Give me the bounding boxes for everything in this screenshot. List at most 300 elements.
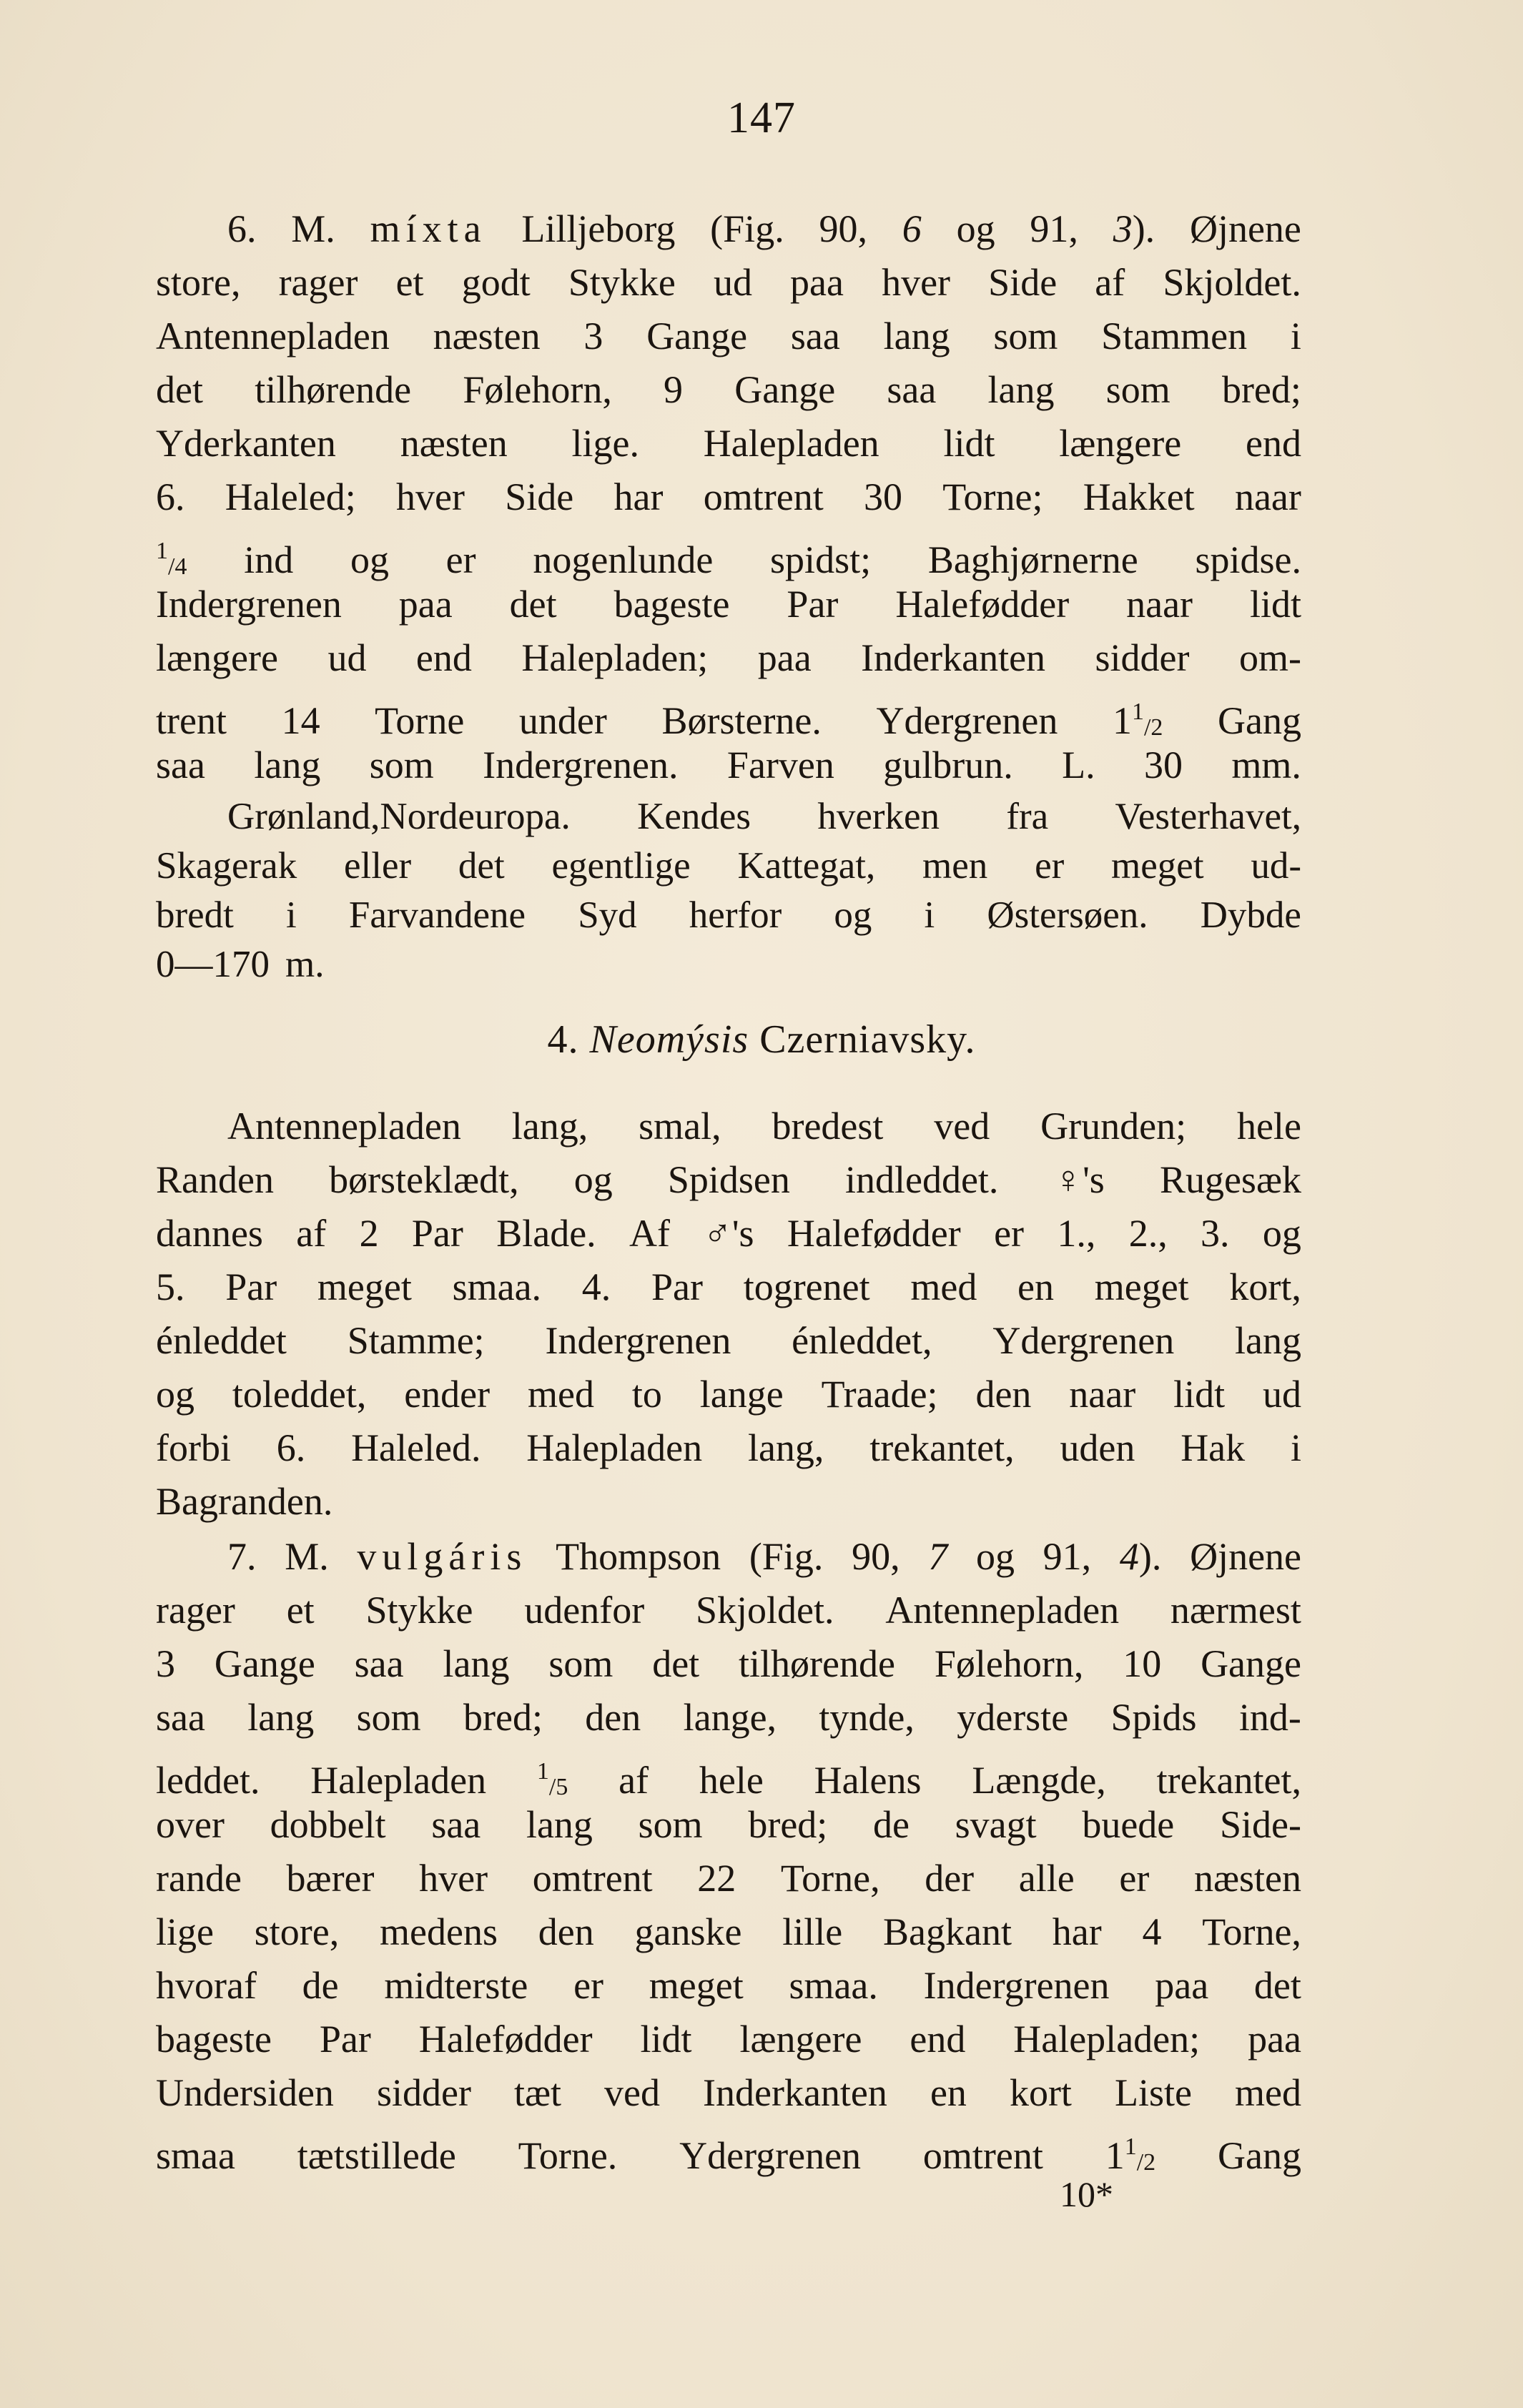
- word: saa: [887, 368, 937, 411]
- word: Vesterhavet,: [1115, 796, 1301, 837]
- word: Torne.: [518, 2134, 618, 2177]
- word: naar: [1126, 583, 1193, 626]
- text-line: [156, 631, 1301, 685]
- word: paa: [1155, 1964, 1209, 2007]
- word: meget: [317, 1265, 412, 1308]
- word: smal,: [639, 1105, 721, 1148]
- word: Hak: [1181, 1426, 1246, 1469]
- word: Halepladen;: [1013, 2018, 1201, 2061]
- word: 9: [664, 368, 684, 411]
- word: kort,: [1229, 1265, 1301, 1308]
- text-line: [156, 2066, 1301, 2120]
- word: smaa.: [789, 1964, 878, 2007]
- word: Indergrenen: [545, 1319, 731, 1362]
- word: under: [518, 699, 607, 742]
- word: (Fig.: [710, 207, 784, 250]
- text-line: [156, 417, 1301, 470]
- word: der: [925, 1857, 975, 1900]
- word: 14: [281, 699, 320, 742]
- word: om-: [1238, 636, 1301, 679]
- word: 6: [902, 207, 922, 250]
- section-author: Czerniavsky.: [759, 1017, 976, 1062]
- word: 5.: [156, 1265, 185, 1308]
- word: hver: [419, 1857, 488, 1900]
- word: Grønland,Nordeuropa.: [227, 796, 571, 837]
- word: 3: [156, 1642, 175, 1685]
- word: saa: [156, 1696, 205, 1739]
- word: Gange: [646, 315, 748, 357]
- word: som: [369, 744, 434, 786]
- word: Gange: [214, 1642, 315, 1685]
- word: Stamme;: [347, 1319, 485, 1362]
- word: hverken: [817, 796, 940, 837]
- text-line: [156, 1852, 1301, 1905]
- word: indleddet.: [844, 1158, 999, 1201]
- word: smaa: [156, 2134, 235, 2177]
- word: Side: [505, 475, 574, 518]
- word: Side: [988, 261, 1058, 304]
- word: Indergrenen: [923, 1964, 1110, 2007]
- word: som: [1105, 368, 1170, 411]
- word: Farven: [726, 744, 834, 786]
- text-line: [156, 1745, 1301, 1802]
- word: svagt: [955, 1803, 1037, 1846]
- word: Ydergrenen: [876, 699, 1058, 742]
- word: af: [296, 1212, 327, 1255]
- word: Inderkanten: [703, 2071, 887, 2114]
- word: Skagerak: [156, 845, 297, 887]
- word: 1.,: [1057, 1212, 1096, 1255]
- word: Torne: [375, 699, 465, 742]
- word: lidt: [1173, 1373, 1226, 1416]
- word: Øjnene: [1189, 207, 1301, 250]
- word: Bagkant: [883, 1910, 1012, 1953]
- word: lidt: [943, 422, 995, 465]
- text-line: [156, 1691, 1301, 1745]
- word: Øjnene: [1190, 1535, 1301, 1578]
- word: det: [156, 368, 203, 411]
- word: lang: [247, 1696, 315, 1739]
- word: paa: [757, 636, 812, 679]
- word: 22: [697, 1857, 736, 1900]
- word: M.: [285, 1535, 329, 1578]
- word: Østersøen.: [987, 894, 1148, 936]
- word: vulgáris: [357, 1535, 528, 1578]
- word: bredt: [156, 894, 234, 936]
- word: som: [993, 315, 1058, 357]
- word: lidt: [640, 2018, 692, 2061]
- word: Indergrenen.: [483, 744, 679, 786]
- text-line: [156, 842, 1301, 891]
- word: Kendes: [637, 796, 751, 837]
- word: Spidsen: [667, 1158, 790, 1201]
- word: med: [1234, 2071, 1301, 2114]
- word: næsten: [400, 422, 508, 465]
- word: Gange: [734, 368, 836, 411]
- paragraph-distribution: [156, 792, 1301, 990]
- word: længere: [739, 2018, 862, 2061]
- word: Undersiden: [156, 2071, 334, 2114]
- text-line: [156, 2120, 1301, 2177]
- word: lang: [883, 315, 950, 357]
- word: Thompson: [556, 1535, 721, 1578]
- word: eller: [343, 845, 412, 887]
- word: Ydergrenen: [992, 1319, 1175, 1362]
- word: et: [286, 1589, 315, 1632]
- word: L.: [1062, 744, 1095, 786]
- word: de: [302, 1964, 339, 2007]
- word: kort: [1009, 2071, 1072, 2114]
- word: Stykke: [568, 261, 676, 304]
- word: buede: [1082, 1803, 1175, 1846]
- word: udenfor: [524, 1589, 645, 1632]
- word: Halepladen;: [521, 636, 709, 679]
- word: nærmest: [1170, 1589, 1301, 1632]
- word: Antennepladen: [156, 315, 390, 357]
- word: og: [975, 1535, 1015, 1578]
- word: med: [528, 1373, 594, 1416]
- word: bageste: [613, 583, 730, 626]
- word: Par: [651, 1265, 703, 1308]
- word: som: [356, 1696, 421, 1739]
- word: trekantet,: [869, 1426, 1015, 1469]
- word: lang: [987, 368, 1055, 411]
- text-line: [156, 1207, 1301, 1260]
- word: Torne,: [1202, 1910, 1301, 1953]
- word: spidst;: [770, 538, 872, 581]
- word: 6.: [156, 475, 185, 518]
- word: bred;: [748, 1803, 828, 1846]
- word: smaa.: [452, 1265, 542, 1308]
- text-line: [156, 310, 1301, 363]
- word: et: [395, 261, 424, 304]
- word: paa: [790, 261, 844, 304]
- word: ved: [934, 1105, 990, 1148]
- word: Hakket: [1083, 475, 1195, 518]
- text-line: [156, 2013, 1301, 2066]
- text-line: [156, 1100, 1301, 1153]
- text-line: [156, 1368, 1301, 1421]
- word: af: [618, 1759, 649, 1802]
- word: Liste: [1114, 2071, 1192, 2114]
- word: omtrent: [532, 1857, 653, 1900]
- word: medens: [380, 1910, 498, 1953]
- paragraph-neomysis: [156, 1100, 1301, 1529]
- text-line: [156, 1153, 1301, 1207]
- word: ind: [244, 538, 294, 581]
- word: Indergrenen: [156, 583, 342, 626]
- word: énleddet: [156, 1319, 287, 1362]
- word: Skjoldet.: [1163, 261, 1301, 304]
- word: M.: [291, 207, 335, 250]
- word: som: [548, 1642, 613, 1685]
- word: Traade;: [821, 1373, 938, 1416]
- page-number: 147: [727, 94, 796, 142]
- word: Torne;: [942, 475, 1043, 518]
- word: 6.: [276, 1426, 306, 1469]
- text-line: [156, 891, 1301, 940]
- text-line: [156, 1260, 1301, 1314]
- word: Længde,: [972, 1759, 1106, 1802]
- word: midterste: [384, 1964, 528, 2007]
- word: ved: [604, 2071, 660, 2114]
- word: og: [573, 1158, 613, 1201]
- word: Dybde: [1200, 894, 1301, 936]
- word: lige.: [571, 422, 639, 465]
- word: lige: [156, 1910, 214, 1953]
- word: længere: [1059, 422, 1182, 465]
- word: trekantet,: [1156, 1759, 1301, 1802]
- word: 7: [928, 1535, 948, 1578]
- word: Par: [411, 1212, 463, 1255]
- word: paa: [1248, 2018, 1301, 2061]
- word: har: [613, 475, 664, 518]
- word: tæt: [513, 2071, 561, 2114]
- word: hvoraf: [156, 1964, 257, 2007]
- word: saa: [156, 744, 205, 786]
- word: 3.: [1201, 1212, 1230, 1255]
- word: uden: [1060, 1426, 1135, 1469]
- word: yderste: [957, 1696, 1069, 1739]
- word: bred;: [1221, 368, 1301, 411]
- word: m.: [285, 944, 325, 985]
- word: herfor: [689, 894, 782, 936]
- word: godt: [461, 261, 531, 304]
- text-line: [156, 1421, 1301, 1475]
- word: hver: [395, 475, 465, 518]
- word: med: [910, 1265, 977, 1308]
- word: Blade.: [496, 1212, 596, 1255]
- word: saa: [790, 315, 840, 357]
- word: Torne,: [780, 1857, 880, 1900]
- word: toleddet,: [232, 1373, 367, 1416]
- word: omtrent: [922, 2134, 1043, 2177]
- text-line: [156, 1905, 1301, 1959]
- word: i: [924, 894, 935, 936]
- word: 3).: [1113, 207, 1155, 250]
- word: naar: [1069, 1373, 1136, 1416]
- word: 91,: [1043, 1535, 1092, 1578]
- word: ind-: [1238, 1696, 1301, 1739]
- word: store,: [156, 261, 241, 304]
- word: ud: [713, 261, 752, 304]
- word: 10: [1123, 1642, 1162, 1685]
- word: har: [1052, 1910, 1102, 1953]
- text-line: [156, 1475, 1301, 1529]
- word: er: [573, 1964, 604, 2007]
- word: af: [1095, 261, 1125, 304]
- section-number: 4.: [547, 1017, 579, 1062]
- word: Halepladen: [526, 1426, 703, 1469]
- word: i: [286, 894, 297, 936]
- word: Af: [629, 1212, 670, 1255]
- word: end: [1246, 422, 1301, 465]
- word: i: [1290, 1426, 1301, 1469]
- word: Gange: [1201, 1642, 1301, 1685]
- word: 90,: [852, 1535, 900, 1578]
- word: 30: [864, 475, 902, 518]
- text-line: [156, 202, 1301, 256]
- word: Randen: [156, 1158, 274, 1201]
- word: Rugesæk: [1159, 1158, 1301, 1201]
- text-line: [156, 524, 1301, 581]
- word: lang,: [511, 1105, 588, 1148]
- word: lidt: [1249, 583, 1301, 626]
- word: tynde,: [819, 1696, 915, 1739]
- word: ud-: [1251, 845, 1301, 887]
- word: Antennepladen: [885, 1589, 1120, 1632]
- word: saa: [431, 1803, 481, 1846]
- word: Haleled.: [351, 1426, 481, 1469]
- word: Farvandene: [348, 894, 526, 936]
- text-line: [156, 1314, 1301, 1368]
- word: 90,: [819, 207, 867, 250]
- word: hele: [1236, 1105, 1301, 1148]
- word: som: [638, 1803, 703, 1846]
- word: ganske: [634, 1910, 742, 1953]
- word: er: [1035, 845, 1065, 887]
- word: Stammen: [1101, 315, 1248, 357]
- word: Par: [225, 1265, 277, 1308]
- word: tilhørende: [739, 1642, 895, 1685]
- word: mm.: [1231, 744, 1301, 786]
- text-line: [156, 578, 1301, 631]
- word: end: [910, 2018, 966, 2061]
- word: rager: [156, 1589, 235, 1632]
- word: $1^1/2$: [1112, 699, 1163, 742]
- word: er: [994, 1212, 1025, 1255]
- word: den: [538, 1910, 594, 1953]
- text-line: [156, 1584, 1301, 1637]
- word: meget: [1094, 1265, 1189, 1308]
- word: dannes: [156, 1212, 263, 1255]
- word: Halefødder: [895, 583, 1070, 626]
- text-line: [156, 685, 1301, 742]
- word: en: [930, 2071, 967, 2114]
- word: den: [585, 1696, 641, 1739]
- word: rande: [156, 1857, 242, 1900]
- word: Gang: [1218, 2134, 1301, 2177]
- word: Halens: [814, 1759, 922, 1802]
- word: 3: [583, 315, 603, 357]
- word: Stykke: [365, 1589, 473, 1632]
- word: Side-: [1219, 1803, 1301, 1846]
- word: ♂'s: [703, 1212, 754, 1255]
- word: Skjoldet.: [695, 1589, 834, 1632]
- word: det: [1253, 1964, 1301, 2007]
- word: men: [922, 845, 988, 887]
- word: sidder: [1095, 636, 1190, 679]
- word: alle: [1018, 1857, 1075, 1900]
- word: tilhørende: [255, 368, 412, 411]
- text-line: [156, 792, 1301, 842]
- word: hele: [699, 1759, 764, 1802]
- word: det: [652, 1642, 700, 1685]
- word: Par: [319, 2018, 371, 2061]
- word: lang,: [747, 1426, 824, 1469]
- word: Kattegat,: [737, 845, 876, 887]
- word: ud: [327, 636, 367, 679]
- word: næsten: [1193, 1857, 1301, 1900]
- word: Grunden;: [1040, 1105, 1187, 1148]
- word: tætstillede: [297, 2134, 456, 2177]
- word: Gang: [1218, 699, 1301, 742]
- word: trent: [156, 699, 227, 742]
- text-line: [156, 940, 1301, 990]
- word: hver: [882, 261, 951, 304]
- word: og: [834, 894, 872, 936]
- word: bageste: [156, 2018, 272, 2061]
- word: Syd: [578, 894, 637, 936]
- word: Bagranden.: [156, 1480, 333, 1523]
- word: Baghjørnerne: [927, 538, 1138, 581]
- word: omtrent: [703, 475, 824, 518]
- word: $^1$/5: [536, 1758, 568, 1800]
- word: lang: [1235, 1319, 1301, 1362]
- word: lang: [443, 1642, 510, 1685]
- word: lange,: [683, 1696, 777, 1739]
- word: naar: [1234, 475, 1301, 518]
- word: 6.: [227, 207, 257, 250]
- word: Halepladen: [310, 1759, 487, 1802]
- word: 4.: [581, 1265, 611, 1308]
- word: Antennepladen: [227, 1105, 461, 1148]
- text-line: [156, 363, 1301, 417]
- word: de: [872, 1803, 910, 1846]
- word: nogenlunde: [533, 538, 714, 581]
- word: forbi: [156, 1426, 231, 1469]
- word: togrenet: [743, 1265, 870, 1308]
- text-line: [156, 256, 1301, 310]
- word: rager: [278, 261, 358, 304]
- word: dobbelt: [270, 1803, 386, 1846]
- word: end: [415, 636, 472, 679]
- word: Følehorn,: [463, 368, 612, 411]
- word: Lilljeborg: [521, 207, 676, 250]
- word: og: [1262, 1212, 1301, 1255]
- word: 0—170: [156, 944, 270, 985]
- word: (Fig.: [749, 1535, 824, 1578]
- word: $^1$/4: [156, 538, 187, 580]
- word: og: [156, 1373, 194, 1416]
- word: 2: [359, 1212, 379, 1255]
- word: Inderkanten: [861, 636, 1046, 679]
- word: meget: [649, 1964, 744, 2007]
- word: paa: [398, 583, 453, 626]
- word: i: [1290, 315, 1301, 357]
- word: er: [1119, 1857, 1150, 1900]
- word: Børsterne.: [661, 699, 822, 742]
- word: Ydergrenen: [679, 2134, 862, 2177]
- word: lille: [782, 1910, 843, 1953]
- text-line: [156, 1959, 1301, 2013]
- word: Spids: [1110, 1696, 1197, 1739]
- word: lange: [699, 1373, 784, 1416]
- word: Halefødder: [787, 1212, 961, 1255]
- word: ud: [1262, 1373, 1301, 1416]
- word: Haleled;: [225, 475, 356, 518]
- word: énleddet,: [792, 1319, 932, 1362]
- word: 7.: [227, 1535, 257, 1578]
- word: 91,: [1030, 207, 1078, 250]
- word: 30: [1144, 744, 1183, 786]
- section-genus: Neomýsis: [589, 1017, 749, 1062]
- word: over: [156, 1803, 225, 1846]
- word: Par: [787, 583, 839, 626]
- word: en: [1017, 1265, 1055, 1308]
- word: bred;: [463, 1696, 543, 1739]
- text-line: [156, 470, 1301, 524]
